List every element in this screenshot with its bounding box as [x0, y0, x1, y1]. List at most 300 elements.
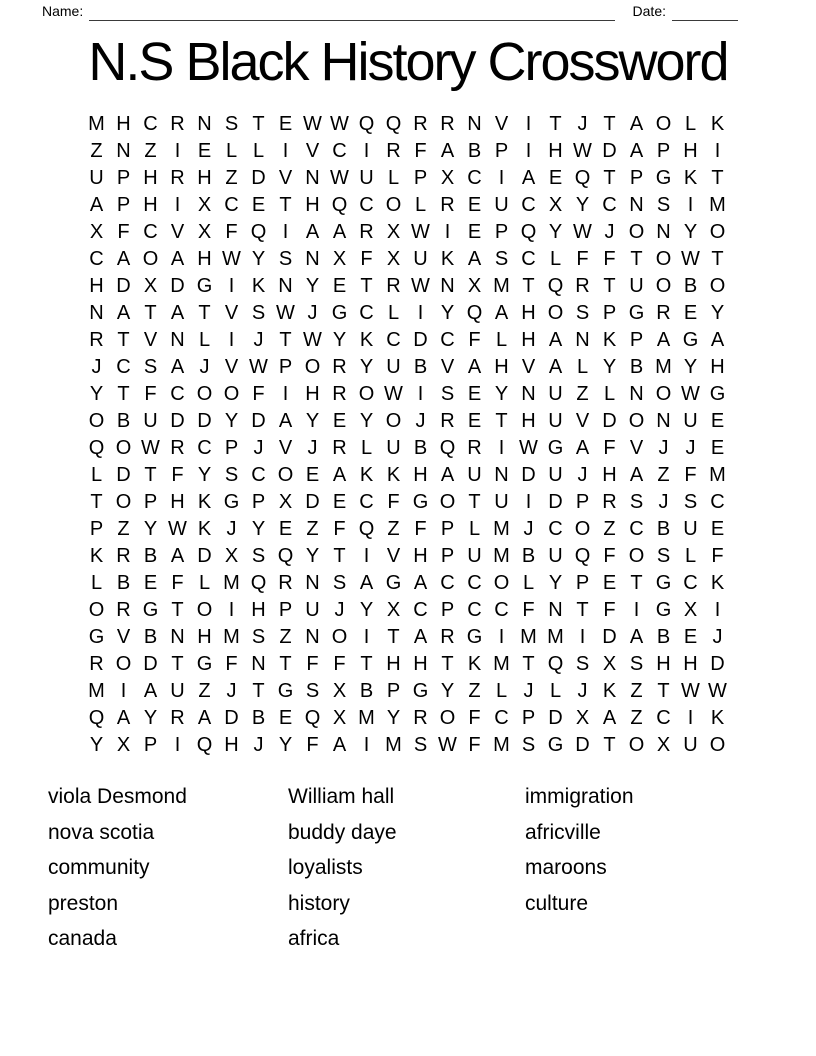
- grid-letter: E: [602, 572, 617, 594]
- grid-letter: M: [223, 572, 240, 594]
- grid-letter: U: [170, 680, 185, 702]
- grid-letter: L: [225, 140, 238, 162]
- grid-letter: T: [495, 410, 508, 432]
- grid-letter: E: [467, 221, 482, 243]
- grid-letter: X: [197, 194, 212, 216]
- grid-letter: D: [170, 275, 185, 297]
- grid-letter: C: [656, 707, 671, 729]
- grid-letter: S: [143, 356, 158, 378]
- grid-letter: R: [440, 113, 455, 135]
- grid-letter: M: [385, 734, 402, 756]
- grid-letter: O: [88, 410, 105, 432]
- word-list-item: history: [288, 891, 350, 915]
- grid-letter: H: [386, 653, 401, 675]
- grid-letter: U: [548, 545, 563, 567]
- grid-letter: Z: [630, 680, 643, 702]
- grid-letter: Y: [332, 329, 347, 351]
- grid-letter: G: [385, 572, 402, 594]
- grid-letter: I: [228, 329, 235, 351]
- grid-letter: C: [332, 140, 347, 162]
- grid-letter: H: [197, 167, 212, 189]
- grid-letter: I: [525, 113, 532, 135]
- grid-letter: S: [494, 248, 509, 270]
- grid-letter: I: [363, 140, 370, 162]
- grid-letter: T: [252, 680, 265, 702]
- grid-letter: P: [278, 599, 293, 621]
- grid-letter: W: [384, 383, 403, 405]
- grid-letter: N: [629, 194, 644, 216]
- grid-letter: U: [305, 599, 320, 621]
- grid-letter: U: [548, 410, 563, 432]
- grid-letter: I: [282, 221, 289, 243]
- grid-letter: I: [498, 437, 505, 459]
- grid-letter: C: [251, 464, 266, 486]
- grid-letter: L: [549, 248, 562, 270]
- grid-letter: Q: [331, 194, 348, 216]
- grid-letter: V: [224, 356, 239, 378]
- grid-letter: A: [116, 302, 131, 324]
- grid-letter: P: [440, 518, 455, 540]
- grid-letter: I: [174, 734, 181, 756]
- grid-letter: L: [684, 545, 697, 567]
- grid-letter: E: [683, 302, 698, 324]
- grid-letter: Z: [279, 626, 292, 648]
- grid-letter: O: [196, 383, 213, 405]
- grid-letter: F: [603, 599, 616, 621]
- grid-letter: S: [656, 194, 671, 216]
- grid-letter: F: [684, 464, 697, 486]
- grid-letter: O: [709, 734, 726, 756]
- grid-letter: H: [521, 329, 536, 351]
- grid-letter: S: [251, 545, 266, 567]
- grid-letter: R: [170, 707, 185, 729]
- grid-letter: H: [683, 140, 698, 162]
- grid-letter: C: [467, 599, 482, 621]
- grid-letter: K: [386, 464, 401, 486]
- grid-letter: I: [579, 626, 586, 648]
- grid-letter: D: [197, 545, 212, 567]
- grid-letter: I: [687, 707, 694, 729]
- grid-letter: U: [683, 734, 698, 756]
- grid-letter: B: [251, 707, 266, 729]
- grid-letter: P: [413, 167, 428, 189]
- grid-letter: C: [197, 437, 212, 459]
- grid-letter: E: [467, 194, 482, 216]
- name-blank-line: [89, 4, 614, 21]
- grid-letter: H: [413, 464, 428, 486]
- grid-letter: L: [252, 140, 265, 162]
- grid-letter: G: [547, 437, 564, 459]
- grid-letter: P: [629, 167, 644, 189]
- grid-letter: I: [228, 275, 235, 297]
- grid-letter: U: [386, 437, 401, 459]
- grid-letter: R: [332, 383, 347, 405]
- grid-letter: V: [143, 329, 158, 351]
- grid-letter: H: [602, 464, 617, 486]
- grid-letter: L: [495, 329, 508, 351]
- grid-letter: I: [633, 599, 640, 621]
- grid-letter: V: [278, 167, 293, 189]
- grid-letter: D: [197, 410, 212, 432]
- grid-letter: C: [89, 248, 104, 270]
- grid-letter: C: [521, 248, 536, 270]
- grid-letter: M: [358, 707, 375, 729]
- grid-letter: C: [548, 518, 563, 540]
- grid-letter: Y: [710, 302, 725, 324]
- grid-letter: H: [251, 599, 266, 621]
- grid-letter: P: [494, 221, 509, 243]
- grid-letter: J: [253, 437, 264, 459]
- grid-letter: J: [712, 626, 723, 648]
- grid-letter: O: [655, 113, 672, 135]
- grid-letter: R: [386, 140, 401, 162]
- grid-letter: M: [493, 653, 510, 675]
- grid-letter: B: [413, 437, 428, 459]
- grid-letter: O: [385, 410, 402, 432]
- grid-letter: A: [629, 113, 644, 135]
- grid-letter: F: [603, 545, 616, 567]
- grid-letter: P: [602, 302, 617, 324]
- grid-letter: O: [655, 275, 672, 297]
- grid-letter: E: [251, 194, 266, 216]
- grid-letter: Y: [305, 545, 320, 567]
- grid-letter: R: [440, 194, 455, 216]
- grid-letter: D: [602, 626, 617, 648]
- grid-letter: V: [170, 221, 185, 243]
- grid-letter: N: [305, 572, 320, 594]
- grid-letter: G: [466, 626, 483, 648]
- grid-letter: T: [657, 680, 670, 702]
- grid-letter: V: [521, 356, 536, 378]
- grid-letter: K: [602, 329, 617, 351]
- grid-letter: Y: [494, 383, 509, 405]
- word-list-item: nova scotia: [48, 820, 155, 844]
- grid-letter: S: [629, 653, 644, 675]
- grid-letter: Z: [225, 167, 238, 189]
- grid-letter: D: [602, 410, 617, 432]
- grid-letter: E: [710, 518, 725, 540]
- grid-letter: A: [467, 248, 482, 270]
- grid-letter: F: [225, 653, 238, 675]
- grid-letter: T: [171, 599, 184, 621]
- grid-letter: D: [143, 653, 158, 675]
- grid-letter: G: [412, 491, 429, 513]
- grid-letter: N: [305, 167, 320, 189]
- grid-letter: U: [359, 167, 374, 189]
- grid-letter: B: [629, 356, 644, 378]
- grid-letter: L: [90, 572, 103, 594]
- grid-letter: G: [196, 653, 213, 675]
- grid-letter: Y: [143, 707, 158, 729]
- grid-letter: C: [224, 194, 239, 216]
- grid-letter: T: [279, 194, 292, 216]
- grid-letter: J: [577, 113, 588, 135]
- grid-letter: Q: [358, 113, 375, 135]
- grid-letter: Q: [250, 572, 267, 594]
- grid-letter: I: [363, 626, 370, 648]
- grid-letter: I: [417, 302, 424, 324]
- grid-letter: N: [116, 140, 131, 162]
- grid-letter: L: [90, 464, 103, 486]
- grid-letter: T: [252, 113, 265, 135]
- grid-letter: O: [628, 734, 645, 756]
- grid-letter: R: [332, 356, 347, 378]
- grid-letter: Y: [602, 356, 617, 378]
- grid-letter: P: [575, 491, 590, 513]
- word-list-item: viola Desmond: [48, 785, 187, 808]
- date-blank-line: [672, 4, 738, 21]
- grid-letter: S: [224, 464, 239, 486]
- grid-letter: W: [708, 680, 727, 702]
- grid-letter: U: [494, 194, 509, 216]
- grid-letter: J: [334, 599, 345, 621]
- grid-letter: W: [330, 113, 349, 135]
- grid-letter: L: [468, 518, 481, 540]
- grid-letter: U: [467, 464, 482, 486]
- grid-letter: R: [575, 275, 590, 297]
- grid-letter: N: [656, 221, 671, 243]
- grid-letter: I: [444, 221, 451, 243]
- grid-letter: S: [251, 302, 266, 324]
- grid-letter: R: [89, 653, 104, 675]
- word-list-item: maroons: [525, 856, 607, 880]
- grid-letter: J: [199, 356, 210, 378]
- grid-letter: J: [604, 221, 615, 243]
- grid-letter: J: [253, 734, 264, 756]
- grid-letter: F: [117, 221, 130, 243]
- grid-letter: C: [440, 329, 455, 351]
- grid-letter: I: [714, 140, 721, 162]
- grid-letter: U: [629, 275, 644, 297]
- grid-letter: E: [332, 275, 347, 297]
- grid-letter: R: [170, 167, 185, 189]
- grid-letter: O: [115, 653, 132, 675]
- grid-letter: V: [305, 140, 320, 162]
- grid-letter: F: [225, 221, 238, 243]
- grid-letter: C: [521, 194, 536, 216]
- grid-letter: C: [359, 302, 374, 324]
- grid-letter: A: [629, 626, 644, 648]
- grid-letter: O: [709, 221, 726, 243]
- grid-letter: W: [330, 167, 349, 189]
- grid-letter: Y: [305, 410, 320, 432]
- grid-letter: G: [655, 599, 672, 621]
- grid-letter: C: [359, 491, 374, 513]
- grid-letter: T: [441, 653, 454, 675]
- grid-letter: E: [332, 491, 347, 513]
- grid-letter: V: [629, 437, 644, 459]
- grid-letter: K: [710, 113, 725, 135]
- grid-letter: R: [602, 491, 617, 513]
- grid-letter: G: [142, 599, 159, 621]
- grid-letter: Q: [88, 437, 105, 459]
- grid-letter: B: [116, 410, 131, 432]
- grid-letter: I: [120, 680, 127, 702]
- grid-letter: E: [197, 140, 212, 162]
- grid-letter: T: [144, 464, 157, 486]
- grid-letter: P: [521, 707, 536, 729]
- grid-letter: W: [573, 221, 592, 243]
- grid-letter: R: [116, 545, 131, 567]
- grid-letter: Y: [278, 734, 293, 756]
- grid-letter: R: [359, 221, 374, 243]
- grid-letter: K: [89, 545, 104, 567]
- grid-letter: C: [143, 221, 158, 243]
- grid-letter: N: [656, 410, 671, 432]
- grid-letter: P: [278, 356, 293, 378]
- grid-letter: Y: [197, 464, 212, 486]
- grid-letter: F: [387, 491, 400, 513]
- grid-letter: W: [303, 113, 322, 135]
- grid-letter: J: [307, 302, 318, 324]
- grid-letter: Q: [547, 275, 564, 297]
- grid-letter: D: [521, 464, 536, 486]
- grid-letter: J: [658, 491, 669, 513]
- grid-letter: I: [174, 194, 181, 216]
- grid-letter: H: [143, 194, 158, 216]
- grid-letter: K: [710, 572, 725, 594]
- grid-letter: D: [575, 734, 590, 756]
- grid-letter: I: [525, 140, 532, 162]
- grid-letter: I: [714, 599, 721, 621]
- grid-letter: F: [468, 734, 481, 756]
- grid-letter: T: [711, 248, 724, 270]
- grid-letter: T: [549, 113, 562, 135]
- grid-letter: X: [548, 194, 563, 216]
- grid-letter: Y: [89, 383, 104, 405]
- grid-letter: O: [709, 275, 726, 297]
- grid-letter: T: [144, 302, 157, 324]
- grid-letter: R: [170, 437, 185, 459]
- grid-letter: D: [548, 707, 563, 729]
- grid-letter: X: [332, 707, 347, 729]
- grid-letter: C: [710, 491, 725, 513]
- grid-letter: T: [603, 734, 616, 756]
- grid-letter: D: [305, 491, 320, 513]
- grid-letter: D: [251, 167, 266, 189]
- grid-letter: A: [359, 572, 374, 594]
- grid-letter: S: [224, 113, 239, 135]
- grid-letter: M: [223, 626, 240, 648]
- grid-letter: D: [602, 140, 617, 162]
- grid-letter: Z: [306, 518, 319, 540]
- grid-letter: W: [519, 437, 538, 459]
- grid-letter: O: [88, 599, 105, 621]
- grid-letter: Q: [196, 734, 213, 756]
- grid-letter: X: [332, 248, 347, 270]
- grid-letter: A: [89, 194, 104, 216]
- grid-letter: F: [522, 599, 535, 621]
- grid-letter: H: [656, 653, 671, 675]
- grid-letter: L: [198, 572, 211, 594]
- grid-letter: Q: [439, 437, 456, 459]
- grid-letter: Q: [574, 545, 591, 567]
- grid-letter: R: [440, 410, 455, 432]
- grid-letter: W: [681, 383, 700, 405]
- grid-letter: X: [467, 275, 482, 297]
- word-list-column: [288, 779, 525, 957]
- grid-letter: J: [685, 437, 696, 459]
- grid-letter: D: [413, 329, 428, 351]
- grid-letter: H: [521, 410, 536, 432]
- grid-letter: I: [174, 140, 181, 162]
- word-list-item: community: [48, 856, 150, 880]
- grid-letter: O: [331, 626, 348, 648]
- grid-letter: G: [277, 680, 294, 702]
- grid-letter: S: [575, 653, 590, 675]
- grid-letter: X: [89, 221, 104, 243]
- word-list-item: preston: [48, 891, 119, 915]
- grid-letter: J: [91, 356, 102, 378]
- grid-letter: P: [224, 437, 239, 459]
- grid-letter: Y: [251, 518, 266, 540]
- grid-letter: P: [116, 194, 131, 216]
- grid-letter: A: [332, 221, 347, 243]
- grid-letter: U: [683, 518, 698, 540]
- grid-letter: R: [89, 329, 104, 351]
- date-label: Date:: [632, 3, 666, 19]
- grid-letter: A: [116, 248, 131, 270]
- grid-letter: M: [88, 113, 105, 135]
- grid-letter: A: [305, 221, 320, 243]
- grid-letter: D: [548, 491, 563, 513]
- grid-letter: A: [575, 437, 590, 459]
- grid-letter: G: [196, 275, 213, 297]
- grid-letter: B: [143, 545, 158, 567]
- grid-letter: Y: [89, 734, 104, 756]
- grid-letter: F: [711, 545, 724, 567]
- grid-letter: C: [494, 707, 509, 729]
- grid-letter: P: [656, 140, 671, 162]
- grid-letter: B: [359, 680, 374, 702]
- grid-letter: O: [655, 383, 672, 405]
- grid-letter: N: [494, 464, 509, 486]
- grid-letter: I: [228, 599, 235, 621]
- grid-letter: R: [170, 113, 185, 135]
- grid-letter: G: [709, 383, 726, 405]
- grid-letter: X: [116, 734, 131, 756]
- grid-letter: Q: [304, 707, 321, 729]
- grid-letter: B: [143, 626, 158, 648]
- grid-letter: J: [577, 464, 588, 486]
- grid-letter: I: [525, 491, 532, 513]
- grid-letter: Y: [683, 356, 698, 378]
- grid-letter: N: [251, 653, 266, 675]
- grid-letter: I: [687, 194, 694, 216]
- word-list-item: immigration: [525, 785, 634, 808]
- grid-letter: F: [252, 383, 265, 405]
- grid-letter: K: [710, 707, 725, 729]
- grid-letter: X: [575, 707, 590, 729]
- grid-letter: K: [197, 491, 212, 513]
- grid-letter: W: [411, 275, 430, 297]
- grid-letter: U: [89, 167, 104, 189]
- grid-letter: I: [363, 734, 370, 756]
- grid-letter: D: [710, 653, 725, 675]
- grid-letter: A: [332, 734, 347, 756]
- grid-letter: Y: [548, 572, 563, 594]
- grid-letter: R: [440, 626, 455, 648]
- grid-letter: O: [196, 599, 213, 621]
- grid-letter: O: [493, 572, 510, 594]
- grid-letter: Y: [440, 302, 455, 324]
- grid-letter: A: [494, 302, 509, 324]
- grid-letter: M: [709, 194, 726, 216]
- grid-letter: A: [170, 356, 185, 378]
- grid-letter: S: [656, 545, 671, 567]
- grid-letter: I: [363, 545, 370, 567]
- grid-letter: O: [628, 221, 645, 243]
